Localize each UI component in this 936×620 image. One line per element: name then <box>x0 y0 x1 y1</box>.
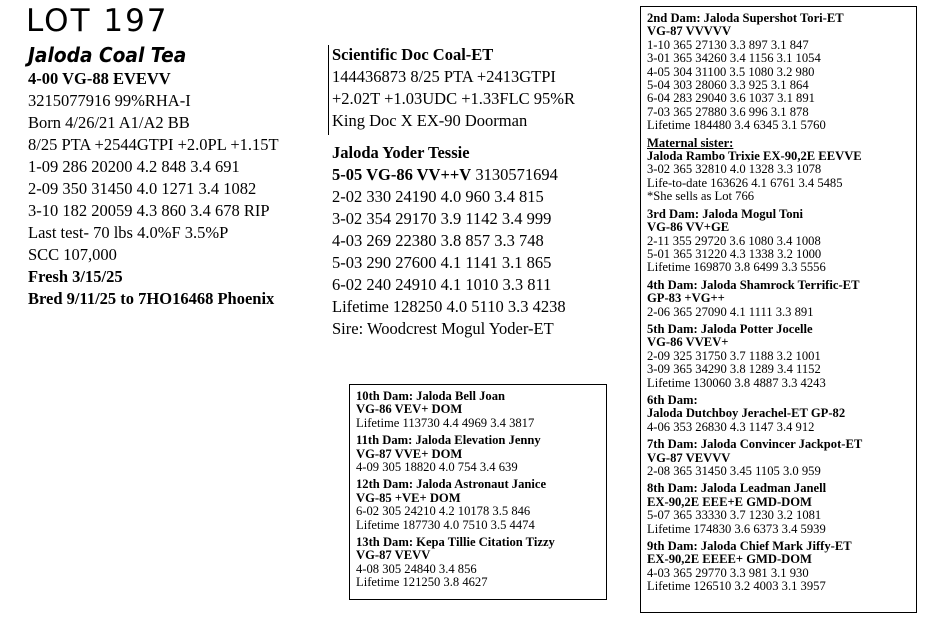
pedigree-entry-classification: Jaloda Dutchboy Jerachel-ET GP-82 <box>647 406 846 421</box>
cow-record-line: 3-10 182 20059 4.3 860 3.4 678 RIP <box>28 201 270 220</box>
pedigree-entry-classification: EX-90,2E EEEE+ GMD-DOM <box>647 552 812 567</box>
pedigree-entry-record: 5-01 365 31220 4.3 1338 3.2 1000 <box>647 246 822 261</box>
cow-record-line: Fresh 3/15/25 <box>28 267 123 286</box>
pedigree-entry-title: 5th Dam: Jaloda Potter Jocelle <box>647 321 813 336</box>
pedigree-entry-title: 6th Dam: <box>647 392 698 407</box>
pedigree-entry-record: 3-01 365 34260 3.4 1156 3.1 1054 <box>647 51 821 66</box>
pedigree-entry-record: 4-08 305 24840 3.4 856 <box>356 561 477 576</box>
pedigree-entry-record: 5-04 303 28060 3.3 925 3.1 864 <box>647 78 809 93</box>
dam-record-line: Sire: Woodcrest Mogul Yoder-ET <box>332 319 554 338</box>
pedigree-entry-record: Lifetime 130060 3.8 4887 3.3 4243 <box>647 375 826 390</box>
pedigree-entry-classification: VG-85 +VE+ DOM <box>356 490 461 505</box>
pedigree-entry <box>647 394 910 434</box>
pedigree-entry-title: 8th Dam: Jaloda Leadman Janell <box>647 481 827 496</box>
pedigree-entry <box>356 536 600 590</box>
pedigree-entry-title: 4th Dam: Jaloda Shamrock Terrific-ET <box>647 277 860 292</box>
cow-record-line: 3215077916 99%RHA-I <box>28 91 191 110</box>
pedigree-entry-classification: EX-90,2E EEE+E GMD-DOM <box>647 494 812 509</box>
sire-line: +2.02T +1.03UDC +1.33FLC 95%R <box>332 89 576 108</box>
cow-record-line: Born 4/26/21 A1/A2 BB <box>28 113 190 132</box>
dam-record-line: Lifetime 128250 4.0 5110 3.3 4238 <box>332 297 566 316</box>
pedigree-entry-title: 3rd Dam: Jaloda Mogul Toni <box>647 206 804 221</box>
sire-divider <box>328 45 329 135</box>
cow-record-line: SCC 107,000 <box>28 245 117 264</box>
pedigree-entry-record: 2-08 365 31450 3.45 1105 3.0 959 <box>647 464 821 478</box>
pedigree-entry <box>647 208 910 275</box>
pedigree-entry-record: Life-to-date 163626 4.1 6761 3.4 5485 <box>647 175 843 190</box>
pedigree-entry-classification: VG-87 VEVVV <box>647 450 731 465</box>
pedigree-entry-classification: GP-83 +VG++ <box>647 291 725 306</box>
cow-record-line: Bred 9/11/25 to 7HO16468 Phoenix <box>28 289 275 308</box>
cow-record-line: 2-09 350 31450 4.0 1271 3.4 1082 <box>28 179 257 198</box>
sire-line: 144436873 8/25 PTA +2413GTPI <box>332 67 556 86</box>
pedigree-entry-record: Lifetime 126510 3.2 4003 3.1 3957 <box>647 579 826 594</box>
pedigree-entry <box>356 434 600 474</box>
pedigree-entry-classification: VG-86 VEV+ DOM <box>356 402 463 417</box>
pedigree-entry-record: Lifetime 113730 4.4 4969 3.4 3817 <box>356 415 535 430</box>
pedigree-entry-record: *She sells as Lot 766 <box>647 189 755 204</box>
pedigree-entry <box>647 438 910 478</box>
pedigree-center <box>332 44 575 340</box>
dam-record-line: 3-02 354 29170 3.9 1142 3.4 999 <box>332 209 552 228</box>
pedigree-entry-classification: VG-87 VVE+ DOM <box>356 446 463 461</box>
pedigree-entry-title: 9th Dam: Jaloda Chief Mark Jiffy-ET <box>647 539 852 554</box>
dam-record-line: 2-02 330 24190 4.0 960 3.4 815 <box>332 187 544 206</box>
cow-name: Jaloda Coal Tea <box>28 43 187 67</box>
pedigree-entry-record: 4-06 353 26830 4.3 1147 3.4 912 <box>647 419 815 434</box>
pedigree-entry-title: 11th Dam: Jaloda Elevation Jenny <box>356 433 541 448</box>
pedigree-entry <box>647 482 910 536</box>
maternal-pedigree-box <box>640 6 917 613</box>
pedigree-entry-title: 12th Dam: Jaloda Astronaut Janice <box>356 477 547 492</box>
pedigree-entry-record: 4-09 305 18820 4.0 754 3.4 639 <box>356 460 518 475</box>
pedigree-entry <box>647 279 910 319</box>
dam-classification-row <box>332 164 575 186</box>
pedigree-entry-record: 2-06 365 27090 4.1 1111 3.3 891 <box>647 304 814 319</box>
pedigree-entry-record: 6-02 305 24210 4.2 10178 3.5 846 <box>356 504 531 519</box>
pedigree-entry-title: 10th Dam: Jaloda Bell Joan <box>356 389 506 403</box>
pedigree-entry-record: 7-03 365 27880 3.6 996 3.1 878 <box>647 104 809 119</box>
pedigree-entry-title: 13th Dam: Kepa Tillie Citation Tizzy <box>356 535 555 550</box>
pedigree-entry <box>356 478 600 532</box>
pedigree-entry-record: Lifetime 169870 3.8 6499 3.3 5556 <box>647 260 826 275</box>
cow-record-line: 1-09 286 20200 4.2 848 3.4 691 <box>28 157 240 176</box>
pedigree-entry-record: Lifetime 187730 4.0 7510 3.5 4474 <box>356 517 535 532</box>
dam-registration: 3130571694 <box>475 165 558 184</box>
pedigree-entry-title: Maternal sister: <box>647 135 734 150</box>
pedigree-entry <box>647 137 910 204</box>
pedigree-entry-classification: VG-87 VVVVV <box>647 24 732 39</box>
dam-records <box>332 186 575 340</box>
pedigree-entry-classification: Jaloda Rambo Trixie EX-90,2E EEVVE <box>647 149 862 164</box>
pedigree-entry-title: 7th Dam: Jaloda Convincer Jackpot-ET <box>647 437 863 452</box>
lot-number: LOT 197 <box>26 3 169 39</box>
pedigree-entry-record: 3-02 365 32810 4.0 1328 3.3 1078 <box>647 162 822 177</box>
pedigree-entry-record: 2-11 355 29720 3.6 1080 3.4 1008 <box>647 233 821 248</box>
pedigree-entry-record: 5-07 365 33330 3.7 1230 3.2 1081 <box>647 508 822 523</box>
pedigree-entry-title: 2nd Dam: Jaloda Supershot Tori-ET <box>647 11 844 25</box>
pedigree-entry <box>356 390 600 430</box>
cow-record-line: Last test- 70 lbs 4.0%F 3.5%P <box>28 223 229 242</box>
pedigree-entry-record: 1-10 365 27130 3.3 897 3.1 847 <box>647 37 809 52</box>
pedigree-entry-record: Lifetime 184480 3.4 6345 3.1 5760 <box>647 118 826 133</box>
pedigree-entry <box>647 12 910 133</box>
cow-record-line: 8/25 PTA +2544GTPI +2.0PL +1.15T <box>28 135 279 154</box>
cow-record-line: 4-00 VG-88 EVEVV <box>28 69 171 88</box>
pedigree-entry <box>647 540 910 594</box>
dam-classification: 5-05 VG-86 VV++V <box>332 165 472 184</box>
pedigree-entry <box>647 323 910 390</box>
dam-name: Jaloda Yoder Tessie <box>332 143 470 162</box>
pedigree-entry-classification: VG-87 VEVV <box>356 548 431 563</box>
pedigree-entry-record: 4-03 365 29770 3.3 981 3.1 930 <box>647 565 809 580</box>
sire-line: King Doc X EX-90 Doorman <box>332 111 528 130</box>
pedigree-entry-classification: VG-86 VVEV+ <box>647 335 729 350</box>
sire-name: Scientific Doc Coal-ET <box>332 45 494 64</box>
pedigree-entry-record: 2-09 325 31750 3.7 1188 3.2 1001 <box>647 348 821 363</box>
dam-record-line: 6-02 240 24910 4.1 1010 3.3 811 <box>332 275 552 294</box>
pedigree-entry-record: 6-04 283 29040 3.6 1037 3.1 891 <box>647 91 815 106</box>
deep-pedigree-box <box>349 384 607 600</box>
pedigree-entry-record: 4-05 304 31100 3.5 1080 3.2 980 <box>647 64 815 79</box>
dam-record-line: 4-03 269 22380 3.8 857 3.3 748 <box>332 231 544 250</box>
dam-record-line: 5-03 290 27600 4.1 1141 3.1 865 <box>332 253 552 272</box>
pedigree-entry-record: Lifetime 174830 3.6 6373 3.4 5939 <box>647 521 826 536</box>
pedigree-entry-record: Lifetime 121250 3.8 4627 <box>356 575 488 590</box>
cow-record <box>28 68 279 310</box>
pedigree-entry-classification: VG-86 VV+GE <box>647 220 730 235</box>
pedigree-entry-record: 3-09 365 34290 3.8 1289 3.4 1152 <box>647 362 821 377</box>
